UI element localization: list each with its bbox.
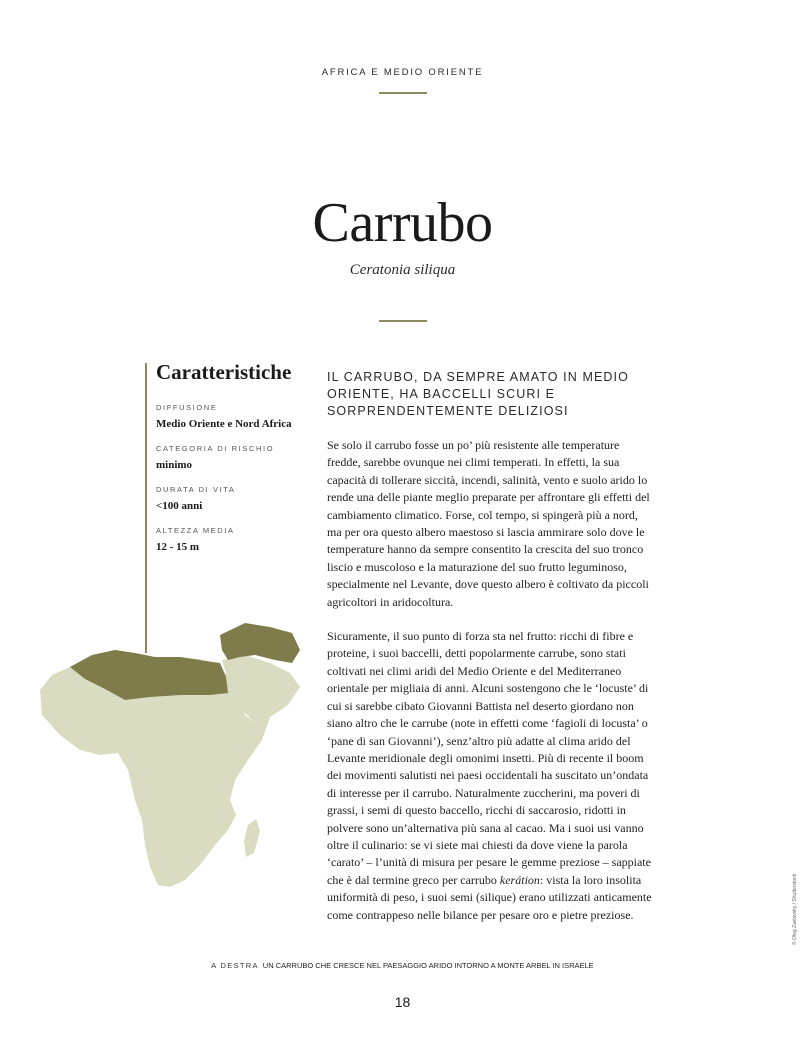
distribution-map (30, 605, 310, 905)
madagascar (244, 819, 260, 857)
top-divider (379, 92, 427, 94)
article-body (327, 437, 653, 941)
page-title: Carrubo (312, 192, 493, 254)
photo-credit: © Oleg Zaslavsky / Shutterstock (792, 873, 798, 945)
spec-value: 12 - 15 m (156, 541, 200, 553)
egypt-region (198, 660, 228, 695)
spec-label: DIFFUSIONE (156, 403, 218, 412)
title-divider (379, 320, 427, 322)
levant-region (220, 623, 300, 663)
photo-caption (0, 961, 805, 970)
spec-value: Medio Oriente e Nord Africa (156, 418, 292, 430)
greek-term: kerátion (499, 872, 540, 887)
spec-label: ALTEZZA MEDIA (156, 526, 235, 535)
scientific-name: Ceratonia siliqua (349, 262, 456, 278)
body-paragraph (327, 628, 653, 924)
spec-average-height (156, 526, 306, 553)
sidebar-heading: Caratteristiche (156, 360, 292, 384)
spec-value: <100 anni (156, 500, 203, 512)
page-number: 18 (394, 994, 411, 1010)
section-label: AFRICA E MEDIO ORIENTE (321, 67, 484, 78)
body-text-span: : vista la loro insolita uniformità di peso, i suoi semi (silique) erano utilizzati anticamente come contrappeso nelle bilance per pesare oro e pietre preziose. (327, 872, 652, 922)
spec-risk-category (156, 444, 306, 471)
caption-prefix: A DESTRA (211, 961, 259, 970)
spec-label: CATEGORIA DI RISCHIO (156, 444, 275, 453)
lead-paragraph: IL CARRUBO, DA SEMPRE AMATO IN MEDIO ORIENTE, HA BACCELLI SCURI E SORPRENDENTEMENTE DELIZIOSI (327, 370, 629, 418)
spec-value: minimo (156, 459, 193, 471)
characteristics-sidebar (156, 360, 306, 567)
spec-distribution (156, 403, 306, 430)
caption-text: UN CARRUBO CHE CRESCE NEL PAESAGGIO ARIDO INTORNO A MONTE ARBEL IN ISRAELE (262, 961, 594, 970)
body-text-span: Sicuramente, il suo punto di forza sta nel frutto: ricchi di fibre e proteine, i suoi baccelli, detti popolarmente carrube, sono stati coltivati nei climi aridi del Medio Oriente e del Mediterraneo orientale per migliaia di anni. Alcuni sostengono che le ‘locuste’ di cui si sarebbe cibato Giovanni Battista nel deserto giordano non siano altro che le carrube (note in effetti come ‘fagioli di locusta’ o ‘pane di san Giovanni’), senz’altro più adatte al clima arido del Levante meridionale degli omonimi insetti. Più di recente il boom dei movimenti salutisti nei paesi occidentali ha suscitato un’ondata di interesse per il carrubo. Naturalmente zuccherini, ma poveri di grassi, i semi di questo baccello, ricchi di saccarosio, ridotti in polvere sono un’alternativa più sana al cacao. Ma i suoi usi vanno oltre il culinario: se vi siete mai chiesti da dove viene la parola ‘carato’ – l’unità di misura per pesare le gemme preziose – sappiate che è dal termine greco per carrubo (327, 629, 651, 887)
spec-label: DURATA DI VITA (156, 485, 236, 494)
spec-lifespan (156, 485, 306, 512)
body-paragraph: Se solo il carrubo fosse un po’ più resistente alle temperature fredde, sarebbe ovunque nei climi temperati. In effetti, la sua capacità di tollerare siccità, incendi, salinità, vento e suolo arido lo rende una delle piante meglio preparate per affrontare gli effetti del cambiamento climatico. Forse, col tempo, si spingerà più a nord, ma per ora questo albero maestoso si lascia ammirare solo dove le temperature hanno da sempre consentito la crescita del suo tronco liscio e muscoloso e la maturazione del suo frutto leguminoso, specialmente nel Levante, dove questo albero è coltivato da piccoli agricoltori in aridocoltura. (327, 438, 650, 609)
